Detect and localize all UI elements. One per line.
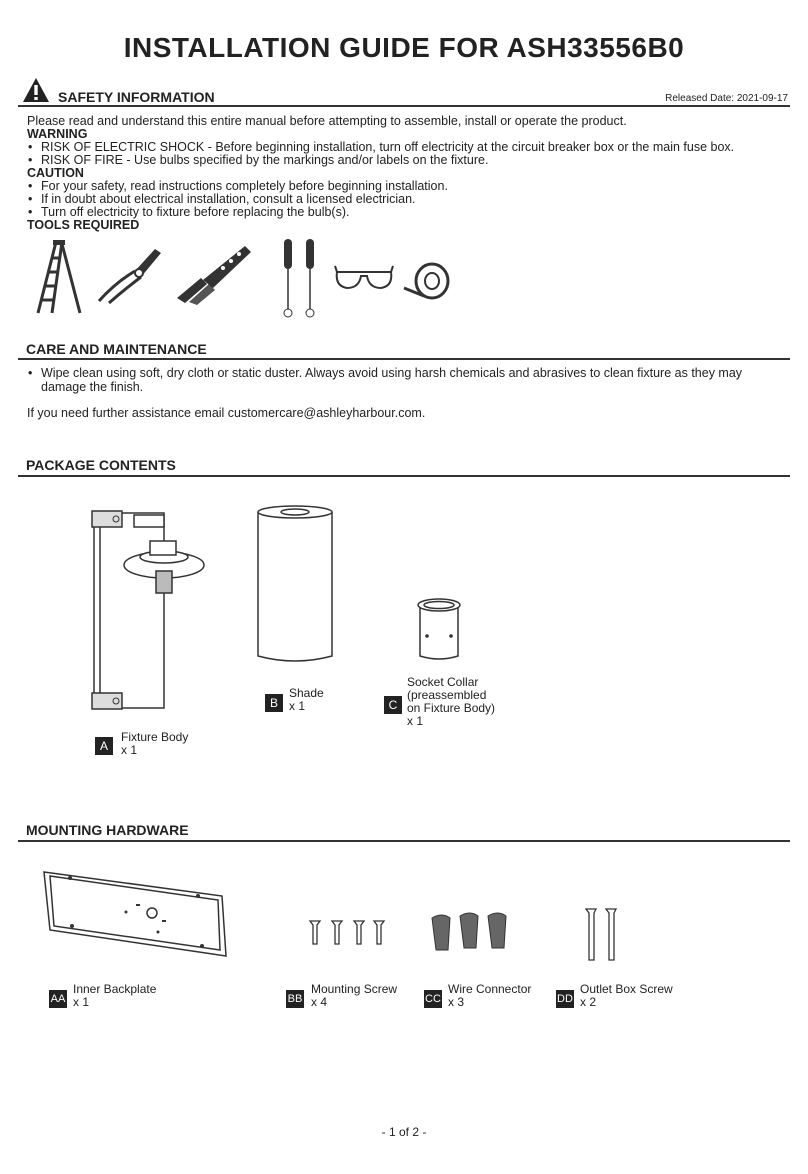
- item-dd-label: [580, 983, 673, 1009]
- item-b: [265, 694, 283, 712]
- item-name: Inner Backplate: [73, 982, 157, 996]
- package-rule: [18, 475, 790, 477]
- safety-intro: Please read and understand this entire manual before attempting to assemble, install or operate the product.: [27, 114, 627, 128]
- warning-item: • RISK OF FIRE - Use bulbs specified by the markings and/or labels on the fixture.: [27, 154, 787, 167]
- warning-item: • RISK OF ELECTRIC SHOCK - Before beginning installation, turn off electricity at the circuit breaker box or the main fuse box.: [27, 141, 787, 154]
- item-c: [384, 696, 402, 714]
- item-name: Shade: [289, 686, 324, 700]
- care-rule: [18, 358, 790, 360]
- care-assist: If you need further assistance email customercare@ashleyharbour.com.: [27, 406, 426, 420]
- backplate-illustration: [42, 868, 230, 960]
- item-cc: [424, 989, 442, 1008]
- item-qty: x 1: [121, 743, 138, 757]
- pliers-icon: [95, 243, 167, 305]
- care-body: [27, 366, 789, 420]
- released-date: Released Date: 2021-09-17: [665, 93, 788, 104]
- item-a: [95, 737, 113, 755]
- item-qty: x 2: [580, 995, 597, 1009]
- package-heading: PACKAGE CONTENTS: [26, 457, 176, 473]
- warning-label: WARNING: [27, 127, 88, 141]
- socket-collar-illustration: [413, 596, 465, 662]
- shade-illustration: [254, 504, 336, 666]
- safety-glasses-icon: [333, 262, 395, 294]
- item-aa: [49, 989, 67, 1008]
- item-cc-label: [448, 983, 531, 1009]
- caution-item: • Turn off electricity to fixture before replacing the bulb(s).: [27, 206, 787, 219]
- page-number: - 1 of 2 -: [381, 1125, 427, 1139]
- item-qty: x 1: [73, 995, 90, 1009]
- item-code-badge: BB: [286, 990, 304, 1008]
- safety-heading: SAFETY INFORMATION: [58, 89, 215, 105]
- item-qty: x 1: [407, 714, 424, 728]
- safety-body: [27, 115, 787, 232]
- item-qty: x 4: [311, 995, 328, 1009]
- item-code-badge: DD: [556, 990, 574, 1008]
- item-code-badge: B: [265, 694, 283, 712]
- screwdriver-icon: [280, 237, 320, 319]
- caution-label: CAUTION: [27, 166, 84, 180]
- caution-item: • For your safety, read instructions completely before beginning installation.: [27, 180, 787, 193]
- mounting-screw-illustration: [308, 918, 388, 946]
- item-code-badge: AA: [49, 990, 67, 1008]
- care-heading: CARE AND MAINTENANCE: [26, 341, 207, 357]
- item-bb: [286, 989, 304, 1008]
- caution-item: • If in doubt about electrical installation, consult a licensed electrician.: [27, 193, 787, 206]
- tools-label: TOOLS REQUIRED: [27, 218, 140, 232]
- item-a-label: [121, 731, 188, 757]
- item-aa-label: [73, 983, 156, 1009]
- item-code-badge: CC: [424, 990, 442, 1008]
- item-qty: x 1: [289, 699, 306, 713]
- item-name-line: on Fixture Body): [407, 701, 496, 715]
- item-name: Fixture Body: [121, 730, 189, 744]
- item-code-badge: C: [384, 696, 402, 714]
- safety-rule: [18, 105, 790, 107]
- care-item: • Wipe clean using soft, dry cloth or static duster. Always avoid using harsh chemicals and abrasives to clean fixture as they may damage the finish.: [27, 366, 789, 394]
- wire-stripper-icon: [175, 240, 255, 305]
- tape-icon: [402, 262, 452, 300]
- item-name: Wire Connector: [448, 982, 532, 996]
- item-name: Outlet Box Screw: [580, 982, 673, 996]
- wire-connector-illustration: [430, 910, 512, 952]
- item-name: Mounting Screw: [311, 982, 398, 996]
- item-c-label: [407, 676, 495, 728]
- item-dd: [556, 989, 574, 1008]
- item-bb-label: [311, 983, 397, 1009]
- hardware-heading: MOUNTING HARDWARE: [26, 822, 189, 838]
- outlet-box-screw-illustration: [582, 906, 622, 962]
- hardware-rule: [18, 840, 790, 842]
- item-code-badge: A: [95, 737, 113, 755]
- ladder-icon: [32, 240, 84, 315]
- item-qty: x 3: [448, 995, 465, 1009]
- warning-icon: [22, 77, 50, 103]
- item-name-line: (preassembled: [407, 688, 487, 702]
- page-title: INSTALLATION GUIDE FOR ASH33556B0: [123, 32, 685, 63]
- fixture-body-illustration: [88, 505, 218, 720]
- item-name-line: Socket Collar: [407, 675, 479, 689]
- item-b-label: [289, 687, 324, 713]
